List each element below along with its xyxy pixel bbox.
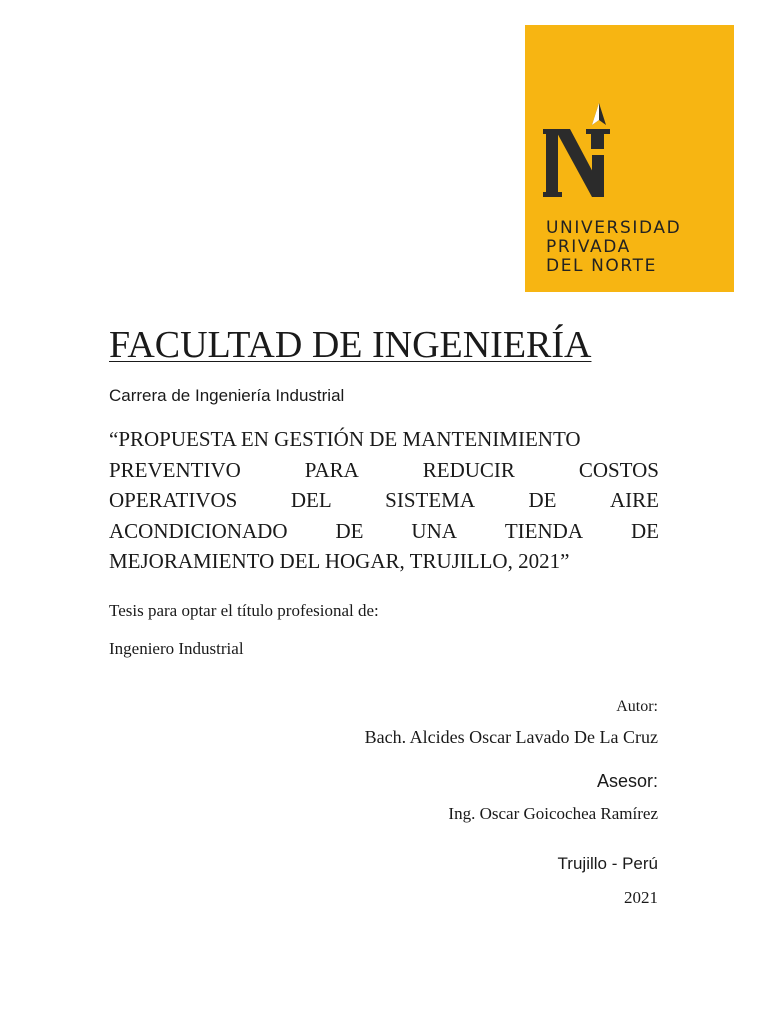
logo-text-line-1: UNIVERSIDAD [546,218,682,238]
title-word: AIRE [609,488,659,512]
title-word: DE [630,518,659,543]
author-label: Autor: [616,698,658,715]
title-word: OPERATIVOS [109,488,238,512]
university-logo [525,25,734,292]
upn-n-logo-icon [543,101,613,201]
faculty-heading: FACULTAD DE INGENIERÍA [109,324,592,366]
title-word: PREVENTIVO [109,457,241,482]
title-word: SISTEMA [385,488,476,512]
thesis-title-line-4 [109,516,659,547]
degree-purpose: Tesis para optar el título profesional de: [109,601,379,620]
title-word: TIENDA [504,518,584,543]
place: Trujillo - Perú [557,854,658,873]
thesis-title-line-1: “PROPUESTA EN GESTIÓN DE MANTENIMIENTO [109,427,581,451]
career-name: Carrera de Ingeniería Industrial [109,386,345,405]
title-word: COSTOS [578,457,659,482]
logo-text-line-3: DEL NORTE [546,256,657,276]
advisor-name: Ing. Oscar Goicochea Ramírez [448,804,658,823]
title-word: PARA [304,457,359,482]
title-word: DE [528,488,557,512]
thesis-title [109,424,659,577]
author-name: Bach. Alcides Oscar Lavado De La Cruz [364,727,658,747]
title-word: DEL [290,488,332,512]
advisor-label: Asesor: [596,771,658,791]
thesis-title-line-3 [109,485,659,516]
thesis-title-line-2 [109,455,659,486]
title-word: DE [335,518,364,543]
title-word: UNA [411,518,457,543]
thesis-title-line-5: MEJORAMIENTO DEL HOGAR, TRUJILLO, 2021” [109,549,570,573]
logo-text-line-2: PRIVADA [546,237,631,257]
title-word: ACONDICIONADO [109,518,288,543]
year: 2021 [624,888,658,907]
degree-title: Ingeniero Industrial [109,639,244,658]
title-word: REDUCIR [422,457,515,482]
